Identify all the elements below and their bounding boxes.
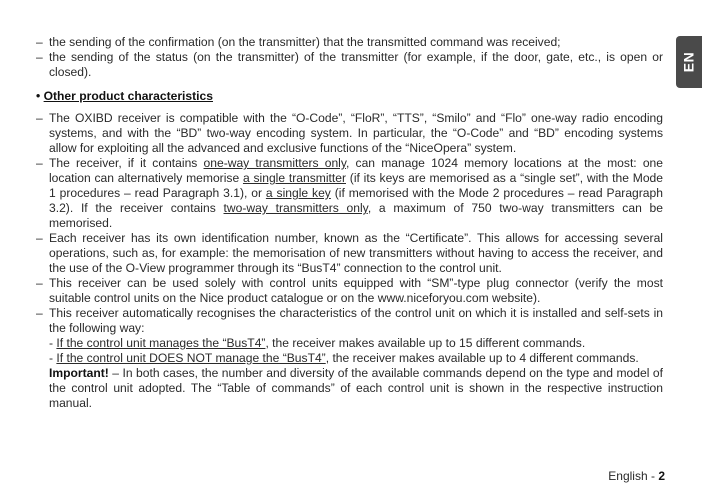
text-run: The receiver, if it contains bbox=[49, 156, 204, 170]
list-item-text: The OXIBD receiver is compatible with the “O-Code”, “FloR”, “TTS”, “Smilo” and “Flo” one-way radio encoding systems, and with the “BD” two-way encoding system. In particular, the “O-Code” and “BD” encoding systems allow for exploiting all the advanced and exclusive functions of the “NiceOpera” system. bbox=[49, 111, 663, 155]
document-body bbox=[36, 35, 663, 411]
underlined-text: a single transmitter bbox=[242, 171, 346, 185]
dash-marker: – bbox=[36, 35, 43, 49]
dash-marker: – bbox=[36, 156, 43, 170]
text-run: (if its keys are memorised as a “single set”, with the Mode 1 procedures – read Paragraph 3.1), or bbox=[49, 171, 663, 200]
list-item bbox=[36, 306, 663, 411]
section-heading bbox=[36, 89, 663, 104]
list-item bbox=[36, 276, 663, 306]
list-item bbox=[36, 50, 663, 80]
list-item-text: This receiver can be used solely with control units equipped with “SM”-type plug connector (verify the most suitable control units on the Nice product catalogue or on the www.niceforyou.com website). bbox=[49, 276, 663, 305]
list-item bbox=[36, 156, 663, 231]
important-note bbox=[49, 366, 663, 411]
underlined-text: two-way transmitters only bbox=[223, 201, 368, 215]
dash-marker: – bbox=[36, 111, 43, 125]
underlined-text: a single key bbox=[265, 186, 331, 200]
list-item-text: the sending of the confirmation (on the transmitter) that the transmitted command was received; bbox=[49, 35, 561, 49]
list-item bbox=[36, 111, 663, 156]
sub-item bbox=[49, 351, 663, 366]
text-run: , can manage 1024 memory locations at the most: one location can alternatively memorise bbox=[49, 156, 664, 185]
sub-item bbox=[49, 336, 663, 351]
important-label: Important! bbox=[49, 366, 109, 380]
sub-item-prefix: - bbox=[49, 336, 57, 350]
text-run: , the receiver makes available up to 15 different commands. bbox=[265, 336, 586, 350]
list-item bbox=[36, 231, 663, 276]
list-item-text: Each receiver has its own identification number, known as the “Certificate”. This allows for accessing several operations, such as, for example: the memorisation of new transmitters without having to access the receiver, and the use of the O-View programmer through its “BusT4” connection to the control unit. bbox=[49, 231, 663, 275]
list-item-text: This receiver automatically recognises the characteristics of the control unit on which it is installed and self-sets in the following way: bbox=[49, 306, 663, 335]
text-run: , the receiver makes available up to 4 different commands. bbox=[325, 351, 639, 365]
important-text: – In both cases, the number and diversity of the available commands depend on the type and model of the control unit adopted. The “Table of commands” of each control unit is shown in the respective instruction manual. bbox=[49, 366, 663, 410]
heading-text: Other product characteristics bbox=[43, 89, 213, 103]
sub-item-prefix: - bbox=[49, 351, 57, 365]
dash-marker: – bbox=[36, 276, 43, 290]
underlined-text: one-way transmitters only bbox=[203, 156, 347, 170]
dash-marker: – bbox=[36, 231, 43, 245]
underlined-text: If the control unit DOES NOT manage the “BusT4” bbox=[56, 351, 326, 365]
dash-marker: – bbox=[36, 306, 43, 320]
list-item bbox=[36, 35, 663, 50]
text-run: , a maximum of 750 two-way transmitters can be memorised. bbox=[49, 201, 663, 230]
heading-bullet: • bbox=[36, 89, 41, 103]
page-footer bbox=[608, 469, 665, 484]
language-tab-label: EN bbox=[680, 51, 697, 73]
underlined-text: If the control unit manages the “BusT4” bbox=[56, 336, 266, 350]
footer-language: English - bbox=[608, 469, 659, 483]
list-item-text: the sending of the status (on the transmitter) of the transmitter (for example, if the door, gate, etc., is open or closed). bbox=[49, 50, 663, 79]
dash-marker: – bbox=[36, 50, 43, 64]
page-number: 2 bbox=[658, 469, 665, 483]
text-run: (if memorised with the Mode 2 procedures – read Paragraph 3.2). If the receiver contains bbox=[49, 186, 663, 215]
language-tab bbox=[676, 36, 702, 88]
